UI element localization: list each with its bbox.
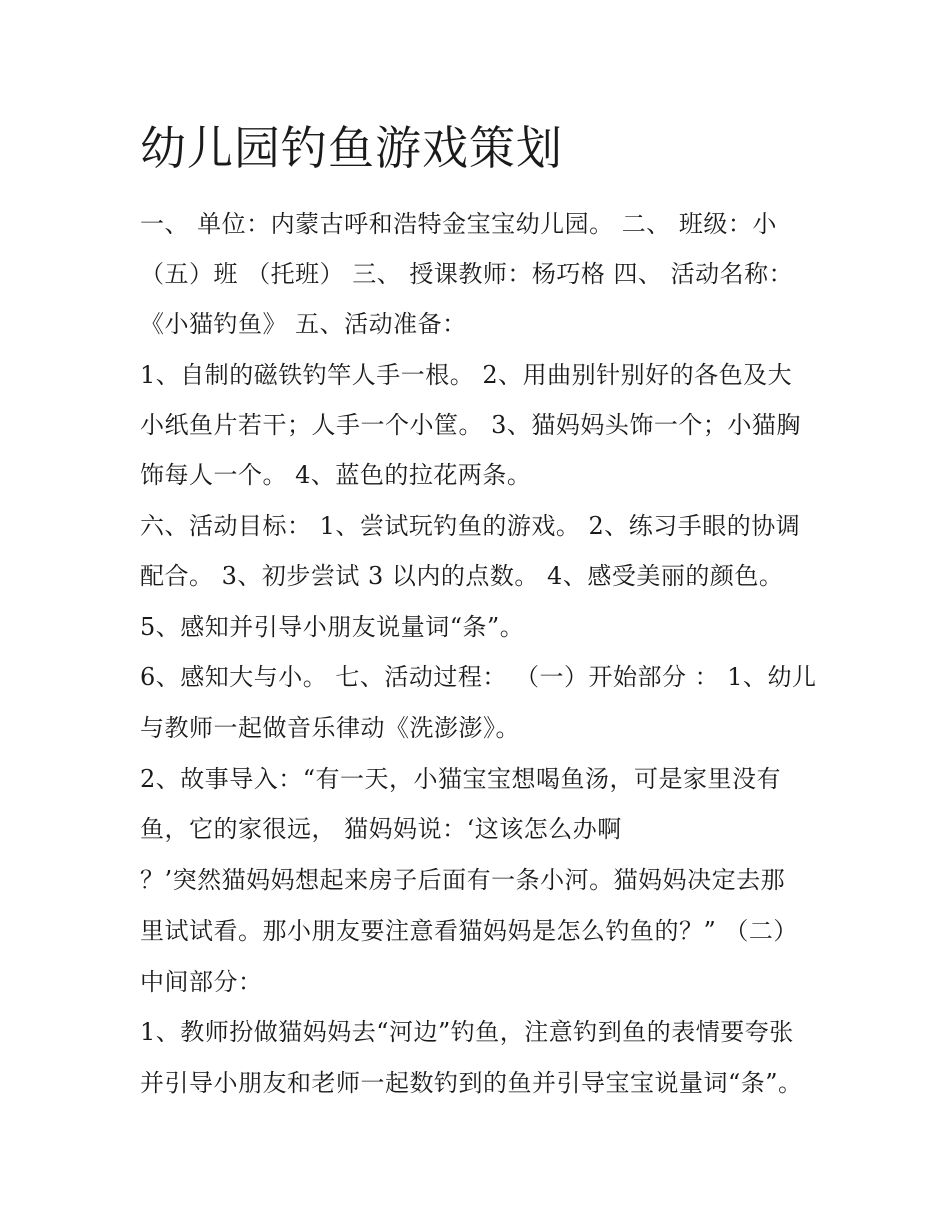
body-line-12: 2、故事导入：“有一天，小猫宝宝想喝鱼汤，可是家里没有 — [140, 765, 782, 793]
body-line-16: 中间部分： — [140, 968, 263, 996]
document-title: 幼儿园钓鱼游戏策划 — [140, 121, 563, 175]
body-line-8: 配合。 3、初步尝试 3 以内的点数。 4、感受美丽的颜色。 — [140, 562, 784, 590]
body-line-13: 鱼，它的家很远， 猫妈妈说：‘这该怎么办啊 — [140, 815, 622, 843]
body-line-7: 六、活动目标： 1、尝试玩钓鱼的游戏。 2、练习手眼的协调 — [140, 512, 801, 540]
body-line-5: 小纸鱼片若干；人手一个小筐。 3、猫妈妈头饰一个；小猫胸 — [140, 411, 801, 439]
body-line-11: 与教师一起做音乐律动《洗澎澎》。 — [140, 714, 520, 742]
body-line-17: 1、教师扮做猫妈妈去“河边”钓鱼，注意钓到鱼的表情要夸张 — [140, 1018, 794, 1046]
body-line-15: 里试试看。那小朋友要注意看猫妈妈是怎么钓鱼的？” （二） — [140, 917, 798, 945]
body-line-18: 并引导小朋友和老师一起数钓到的鱼并引导宝宝说量词“条”。 — [140, 1069, 803, 1097]
body-line-4: 1、自制的磁铁钓竿人手一根。 2、用曲别针别好的各色及大 — [140, 361, 793, 389]
body-line-2: （五）班 （托班） 三、 授课教师：杨巧格 四、 活动名称： — [140, 260, 794, 288]
body-line-14: ？’突然猫妈妈想起来房子后面有一条小河。猫妈妈决定去那 — [140, 866, 786, 894]
body-line-3: 《小猫钓鱼》 五、活动准备： — [140, 310, 467, 338]
body-line-10: 6、感知大与小。 七、活动过程： （一）开始部分 ： 1、幼儿 — [140, 663, 817, 691]
body-line-6: 饰每人一个。 4、蓝色的拉花两条。 — [140, 461, 532, 489]
body-line-1: 一、 单位：内蒙古呼和浩特金宝宝幼儿园。 二、 班级：小 — [140, 210, 777, 238]
body-line-9: 5、感知并引导小朋友说量词“条”。 — [140, 613, 525, 641]
